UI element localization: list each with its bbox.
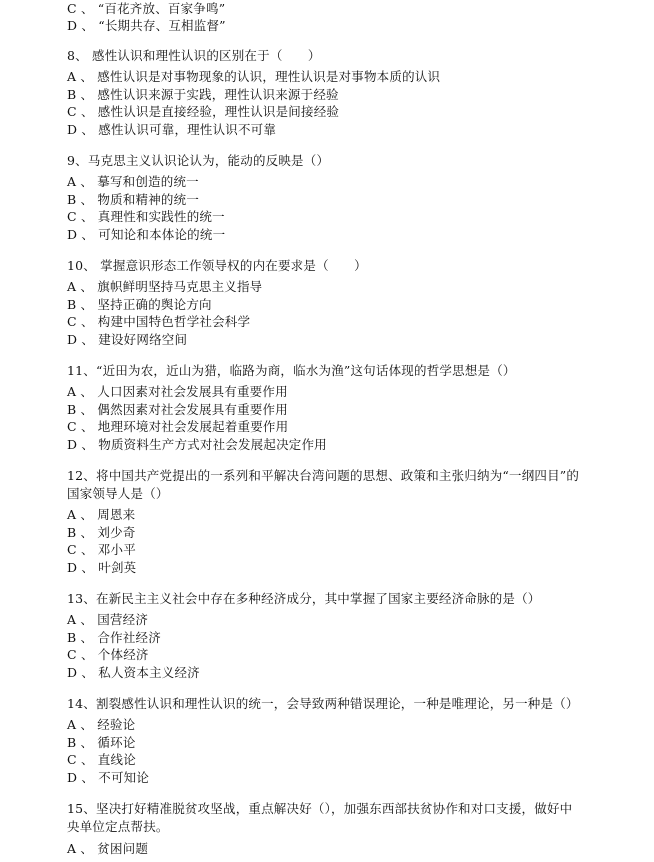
option-c-q14: C 、 直线论 — [67, 752, 136, 767]
option-a-q14: A 、 经验论 — [67, 717, 136, 732]
option-c-q9: C 、 真理性和实践性的统一 — [67, 209, 225, 224]
option-d-prev: D 、 “长期共存、互相监督” — [67, 18, 226, 33]
option-d-q13: D 、 私人资本主义经济 — [67, 665, 200, 680]
option-c-q12: C 、 邓小平 — [67, 542, 136, 557]
question-10: 10、 掌握意识形态工作领导权的内在要求是（ ） — [67, 258, 367, 273]
option-c-q11: C 、 地理环境对社会发展起着重要作用 — [67, 419, 289, 434]
option-b-q12: B 、 刘少奇 — [67, 525, 136, 540]
option-d-q11: D 、 物质资料生产方式对社会发展起决定作用 — [67, 437, 327, 452]
option-c-q8: C 、 感性认识是直接经验，理性认识是间接经验 — [67, 104, 340, 119]
question-12: 12、将中国共产党提出的一系列和平解决台湾问题的思想、政策和主张归纳为“一纲四目”的 — [67, 468, 580, 483]
question-11: 11、“近田为农，近山为猎，临路为商，临水为渔”这句话体现的哲学思想是（） — [67, 363, 516, 378]
option-c-prev: C 、 “百花齐放、百家争鸣” — [67, 1, 226, 16]
option-a-q11: A 、 人口因素对社会发展具有重要作用 — [67, 384, 288, 399]
option-a-q12: A 、 周恩来 — [67, 507, 136, 522]
option-b-q10: B 、 坚持正确的舆论方向 — [67, 297, 212, 312]
option-d-q14: D 、 不可知论 — [67, 770, 150, 785]
option-b-q14: B 、 循环论 — [67, 735, 136, 750]
option-d-q10: D 、 建设好网络空间 — [67, 332, 188, 347]
option-a-q10: A 、 旗帜鲜明坚持马克思主义指导 — [67, 279, 263, 294]
question-9: 9、马克思主义认识论认为，能动的反映是（） — [67, 153, 330, 168]
option-c-q10: C 、 构建中国特色哲学社会科学 — [67, 314, 251, 329]
option-a-q13: A 、 国营经济 — [67, 612, 149, 627]
option-a-q9: A 、 摹写和创造的统一 — [67, 174, 199, 189]
question-15-cont: 央单位定点帮扶。 — [67, 819, 169, 834]
option-d-q12: D 、 叶剑英 — [67, 560, 137, 575]
option-a-q15: A 、 贫困问题 — [67, 841, 149, 856]
option-b-q9: B 、 物质和精神的统一 — [67, 192, 200, 207]
option-b-q11: B 、 偶然因素对社会发展具有重要作用 — [67, 402, 288, 417]
option-b-q8: B 、 感性认识来源于实践，理性认识来源于经验 — [67, 87, 339, 102]
question-12-cont: 国家领导人是（） — [67, 486, 169, 501]
question-14: 14、割裂感性认识和理性认识的统一，会导致两种错误理论，一种是唯理论，另一种是（） — [67, 696, 579, 711]
option-b-q13: B 、 合作社经济 — [67, 630, 161, 645]
option-a-q8: A 、 感性认识是对事物现象的认识，理性认识是对事物本质的认识 — [67, 69, 441, 84]
question-13: 13、在新民主主义社会中存在多种经济成分，其中掌握了国家主要经济命脉的是（） — [67, 591, 541, 606]
option-c-q13: C 、 个体经济 — [67, 647, 149, 662]
question-15: 15、坚决打好精准脱贫攻坚战，重点解决好（），加强东西部扶贫协作和对口支援，做好中 — [67, 801, 573, 816]
question-8: 8、 感性认识和理性认识的区别在于（ ） — [67, 48, 321, 63]
option-d-q8: D 、 感性认识可靠，理性认识不可靠 — [67, 122, 277, 137]
option-d-q9: D 、 可知论和本体论的统一 — [67, 227, 226, 242]
